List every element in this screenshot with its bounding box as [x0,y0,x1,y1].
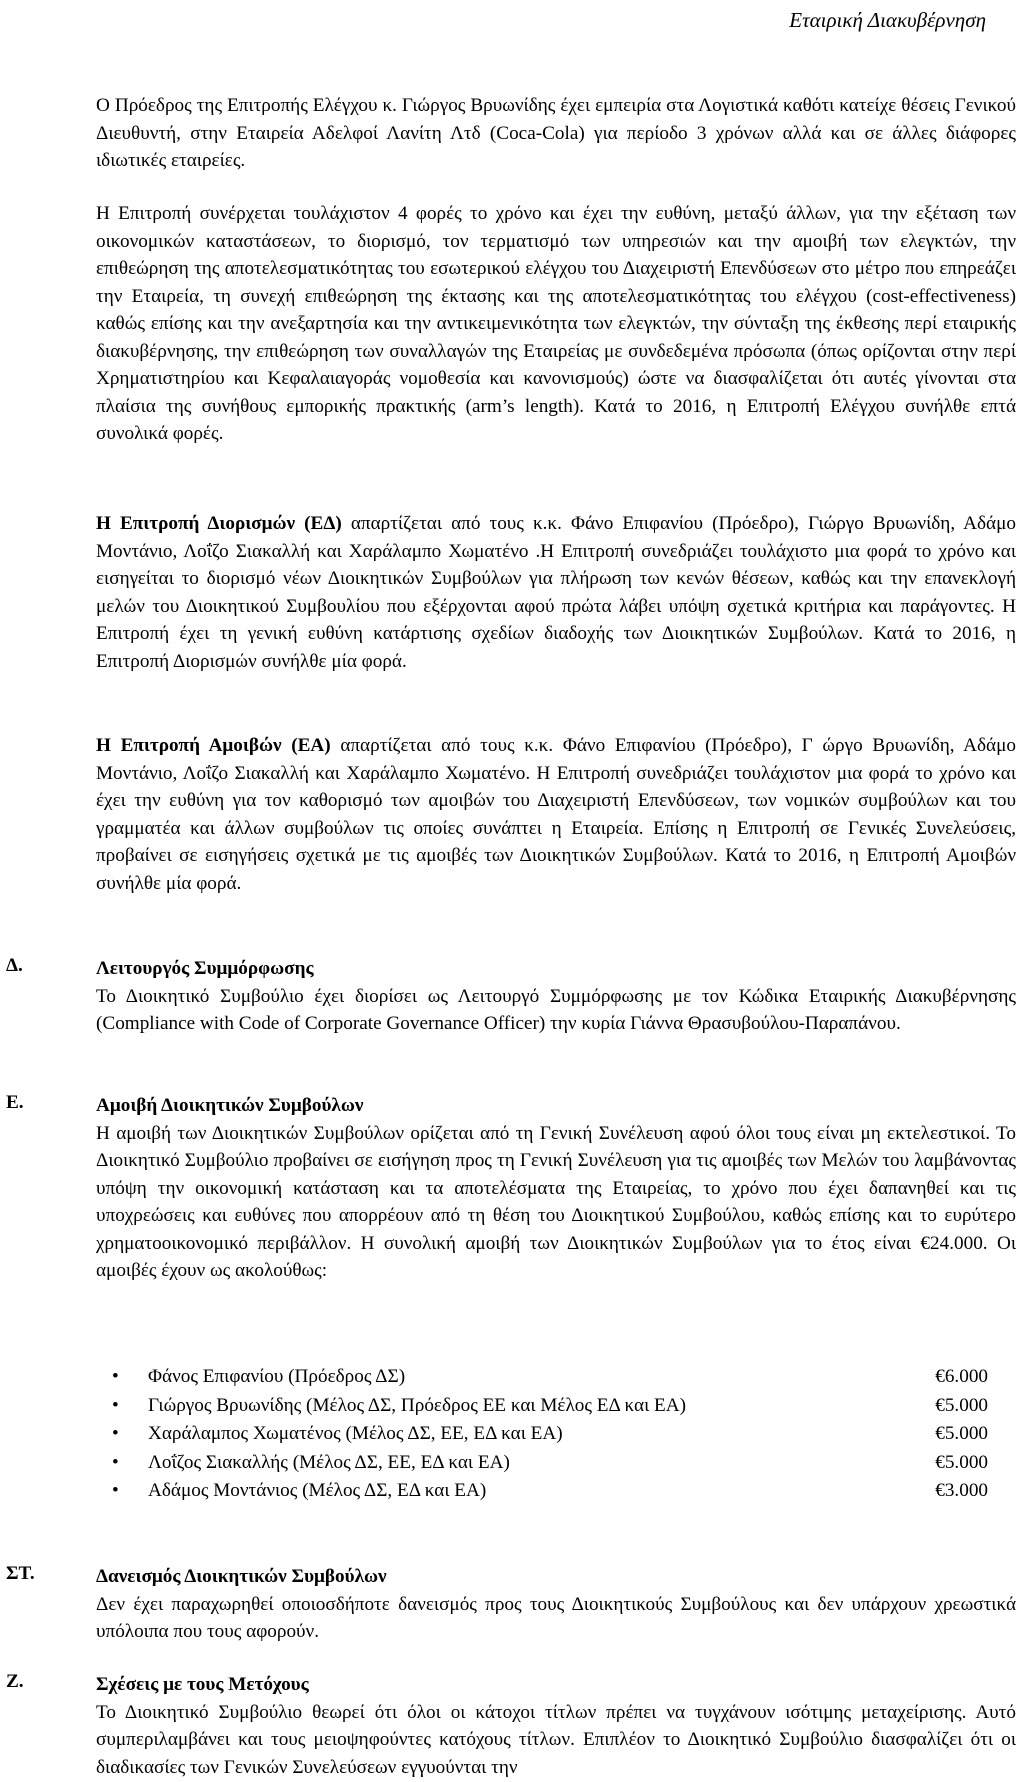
section-d-title: Λειτουργός Συμμόρφωσης [96,958,314,979]
paragraph-audit-committee [96,200,1016,448]
page-header-title: Εταιρική Διακυβέρνηση [789,8,986,32]
remuneration-committee-title: Η Επιτροπή Αμοιβών (ΕΑ) [96,735,331,756]
section-d-letter: Δ. [6,955,23,976]
fees-list [112,1363,988,1506]
fee-amount: €3.000 [935,1480,988,1501]
list-item [112,1420,988,1449]
nominations-committee-title: Η Επιτροπή Διορισμών (ΕΔ) [96,513,342,534]
section-st-letter: ΣΤ. [6,1563,35,1584]
section-compliance-officer [96,955,1016,1038]
nominations-committee-text: απαρτίζεται από τους κ.κ. Φάνο Επιφανίου (Πρόεδρο), Γιώργο Βρυωνίδη, Αδάμο Μοντάνιο, Λοΐζο Σιακαλλή και Χαράλαμπο Χωματένο .Η Επιτροπή συνεδριάζει τουλάχιστο μια φορά το χρόνο και εισηγείται το διορισμό νέων Διοικητικών Συμβούλων για πλήρωση των κενών θέσεων, καθώς και την επανεκλογή μελών του Διοικητικού Συμβουλίου που εξέρχονται αφού πρώτα λάβει υπόψη σχετικά κριτήρια και παράγοντες. Η Επιτροπή έχει τη γενική ευθύνη κατάρτισης σχεδίων διαδοχής των Διοικητικών Συμβούλων. Κατά το 2016, η Επιτροπή Διορισμών συνήλθε μία φορά. [96,513,1016,672]
list-item [112,1449,988,1478]
section-st-title: Δανεισμός Διοικητικών Συμβούλων [96,1566,387,1587]
section-e-text: Η αμοιβή των Διοικητικών Συμβούλων ορίζεται από τη Γενική Συνέλευση αφού όλοι τους είναι μη εκτελεστικοί. Το Διοικητικό Συμβούλιο προβαίνει σε εισήγηση προς τη Γενική Συνέλευση για τις αμοιβές των Μελών του λαμβάνοντας υπόψη την οικονομική κατάσταση και τα αποτελέσματα της Εταιρείας, το χρόνο που έχει δαπανηθεί και τις υποχρεώσεις και ευθύνες που απορρέουν από τη θέση του Διοικητικού Συμβούλου, καθώς επίσης και το ευρύτερο χρηματοοικονομικό περιβάλλον. Η συνολική αμοιβή των Διοικητικών Συμβούλων για το έτος είναι €24.000. Οι αμοιβές έχουν ως ακολούθως: [96,1122,1016,1281]
section-e-letter: Ε. [6,1092,24,1113]
list-item [112,1392,988,1421]
paragraph-text [96,732,1016,897]
section-directors-loans [96,1563,1016,1646]
section-shareholder-relations [96,1671,1016,1781]
fees-list-container [112,1363,988,1506]
fee-name: Λοΐζος Σιακαλλής (Μέλος ΔΣ, ΕΕ, ΕΔ και ΕΑ) [148,1451,510,1473]
section-e-title: Αμοιβή Διοικητικών Συμβούλων [96,1095,364,1116]
paragraph-nominations-committee [96,510,1016,675]
fee-amount: €5.000 [935,1451,988,1473]
paragraph-remuneration-committee [96,732,1016,897]
fee-amount: €5.000 [935,1394,988,1416]
paragraph-text: Ο Πρόεδρος της Επιτροπής Ελέγχου κ. Γιώργος Βρυωνίδης έχει εμπειρία στα Λογιστικά καθότι κατείχε θέσεις Γενικού Διευθυντή, στην Εταιρεία Αδελφοί Λανίτη Λτδ (Coca-Cola) για περίοδο 3 χρόνων αλλά και σε άλλες διάφορες ιδιωτικές εταιρείες. [96,95,1016,171]
paragraph-audit-chair [96,92,1016,175]
section-z-letter: Ζ. [6,1671,24,1692]
fee-name: Φάνος Επιφανίου (Πρόεδρος ΔΣ) [148,1366,406,1387]
list-item [112,1363,988,1392]
fee-amount: €6.000 [935,1366,988,1387]
section-st-text: Δεν έχει παραχωρηθεί οποιοσδήποτε δανεισμός προς τους Διοικητικούς Συμβούλους και δεν υπάρχουν χρεωστικά υπόλοιπα που τους αφορούν. [96,1593,1016,1642]
list-item [112,1477,988,1506]
remuneration-committee-text: απαρτίζεται από τους κ.κ. Φάνο Επιφανίου (Πρόεδρο), Γ ώργο Βρυωνίδη, Αδάμο Μοντάνιο, Λοΐζο Σιακαλλή και Χαράλαμπο Χωματένο. Η Επιτροπή συνεδριάζει τουλάχιστον μια φορά το χρόνο και έχει την ευθύνη για τον καθορισμό των αμοιβών του Διαχειριστή Επενδύσεων, των νομικών συμβούλων και του γραμματέα και άλλων συμβούλων τις οποίες συνάπτει η Εταιρεία. Επίσης η Επιτροπή σε Γενικές Συνελεύσεις, προβαίνει σε εισηγήσεις σχετικά με τις αμοιβές των Διοικητικών Συμβούλων. Κατά το 2016, η Επιτροπή Αμοιβών συνήλθε μία φορά. [96,735,1016,894]
fee-name: Χαράλαμπος Χωματένος (Μέλος ΔΣ, ΕΕ, ΕΔ και ΕΑ) [148,1423,563,1444]
fee-name: Αδάμος Μοντάνιος (Μέλος ΔΣ, ΕΔ και ΕΑ) [148,1480,487,1501]
section-z-title: Σχέσεις με τους Μετόχους [96,1674,309,1695]
section-z-text: Το Διοικητικό Συμβούλιο θεωρεί ότι όλοι οι κάτοχοι τίτλων πρέπει να τυγχάνουν ισότιμης μεταχείρισης. Αυτό συμπεριλαμβάνει και τους μειοψηφούντες κατόχους τίτλων. Επιπλέον το Διοικητικό Συμβούλιο διασφαλίζει ότι οι διαδικασίες των Γενικών Συνελεύσεων εγγυούνται την [96,1701,1016,1778]
paragraph-text: Η Επιτροπή συνέρχεται τουλάχιστον 4 φορές το χρόνο και έχει την ευθύνη, μεταξύ άλλων, για την εξέταση των οικονομικών καταστάσεων, το διορισμό, τον τερματισμό των υπηρεσιών και την αμοιβή των ελεγκτών, την επιθεώρηση της αποτελεσματικότητας του εσωτερικού ελέγχου του Διαχειριστή Επενδύσεων στο μέτρο που επηρεάζει την Εταιρεία, τη συνεχή επιθεώρηση της έκτασης και της αποτελεσματικότητας του ελέγχου (cost-effectiveness) καθώς επίσης και την ανεξαρτησία και την αντικειμενικότητα των ελεγκτών, την σύνταξη της έκθεσης περί εταιρικής διακυβέρνησης, την επιθεώρηση των συναλλαγών της Εταιρείας με συνδεδεμένα πρόσωπα (όπως ορίζονται στην περί Χρηματιστηρίου και Κεφαλαιαγοράς νομοθεσία και κανονισμούς) ώστε να διασφαλίζεται ότι αυτές γίνονται στα πλαίσια της συνήθους εμπορικής πρακτικής (arm’s length). Κατά το 2016, η Επιτροπή Ελέγχου συνήλθε επτά συνολικά φορές. [96,203,1016,444]
fee-name: Γιώργος Βρυωνίδης (Μέλος ΔΣ, Πρόεδρος ΕΕ και Μέλος ΕΔ και ΕΑ) [148,1394,687,1416]
fee-amount: €5.000 [935,1423,988,1444]
section-directors-remuneration [96,1092,1016,1285]
paragraph-text [96,510,1016,675]
section-d-text: Το Διοικητικό Συμβούλιο έχει διορίσει ως Λειτουργό Συμμόρφωσης με τον Κώδικα Εταιρικής Διακυβέρνησης (Compliance with Code of Corporate Governance Officer) την κυρία Γιάννα Θρασυβούλου-Παραπάνου. [96,985,1016,1034]
